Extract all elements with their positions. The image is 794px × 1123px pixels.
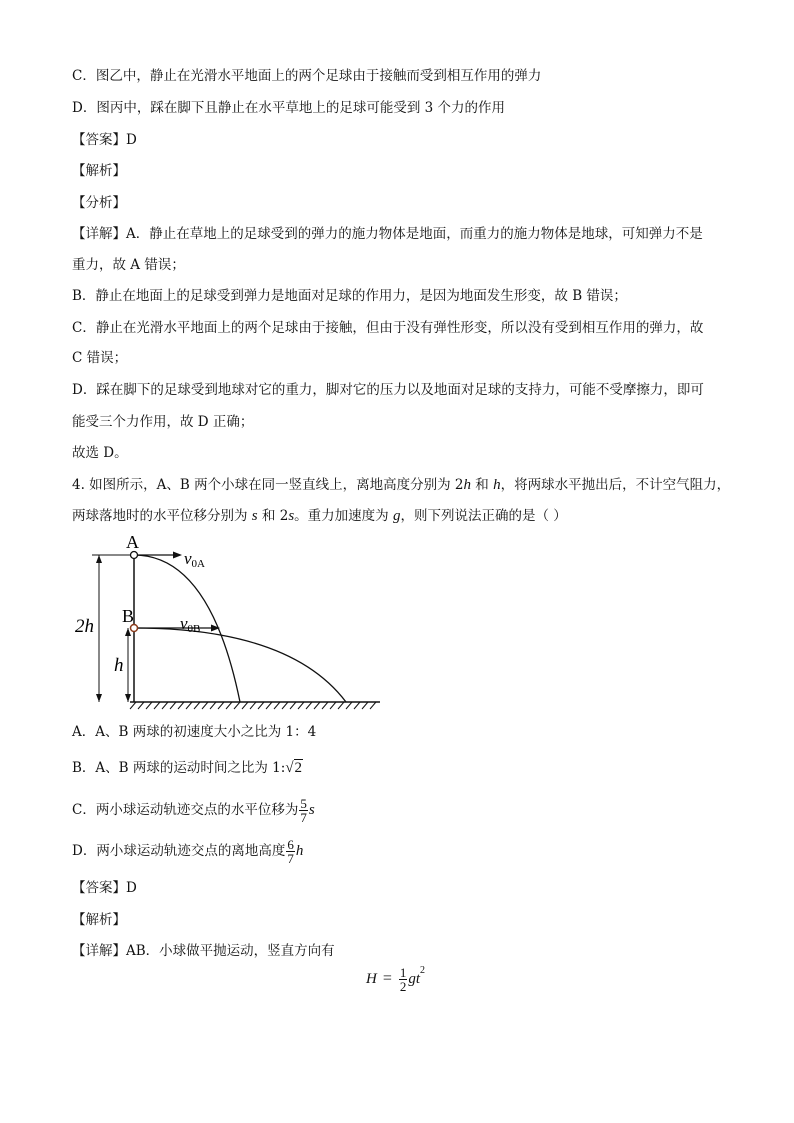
option-c-q4: C．两小球运动轨迹交点的水平位移为 $\frac{5}{7}$ s xyxy=(72,796,315,825)
question-4-line2: 两球落地时的水平位移分别为 s 和 2s。重力加速度为 g，则下列说法正确的是（ ） xyxy=(72,508,567,524)
conclusion: 故选 D。 xyxy=(72,445,128,461)
dim-2h-arrow-bottom xyxy=(96,694,102,702)
option-c-prev: C．图乙中，静止在光滑水平地面上的两个足球由于接触而受到相互作用的弹力 xyxy=(72,68,542,84)
fraction-5-7: $\frac{5}{7}$ xyxy=(300,796,307,825)
option-d-q4: D．两小球运动轨迹交点的离地高度 $\frac{6}{7}$ h xyxy=(72,837,304,866)
analysis-label: 【解析】 xyxy=(72,163,126,179)
ball-a xyxy=(131,552,138,559)
analysis-label-q4: 【解析】 xyxy=(72,912,126,928)
velocity-a-arrowhead xyxy=(173,552,182,559)
detail-c-line2: C 错误； xyxy=(72,350,128,366)
label-v0b: v0B xyxy=(180,614,201,635)
answer-label-q4: 【答案】D xyxy=(72,880,137,896)
label-v0a: v0A xyxy=(184,549,205,570)
detail-a-line2: 重力，故 A 错误； xyxy=(72,257,185,273)
detail-c-line1: C．静止在光滑水平地面上的两个足球由于接触，但由于没有弹性形变，所以没有受到相互作用的弹力，故 xyxy=(72,320,704,336)
option-b-q4: B．A、B 两球的运动时间之比为 1:√2 xyxy=(72,760,303,776)
detail-d-line2: 能受三个力作用，故 D 正确； xyxy=(72,414,254,430)
projectile-figure xyxy=(70,528,390,718)
detail-ab: 【详解】AB．小球做平抛运动，竖直方向有 xyxy=(72,943,335,959)
fraction-1-2: $\frac{1}{2}$ xyxy=(399,965,407,994)
dim-2h-arrow-top xyxy=(96,555,102,563)
fenxi-label: 【分析】 xyxy=(72,195,126,211)
sqrt-2: √2 xyxy=(285,760,303,776)
ground-hatching xyxy=(130,702,376,709)
formula-h-equals: H = $\frac{1}{2}$ $gt^2$ xyxy=(366,964,426,994)
option-a-q4: A．A、B 两球的初速度大小之比为 1：4 xyxy=(72,724,317,740)
fraction-6-7: $\frac{6}{7}$ xyxy=(287,837,294,866)
dim-h-arrow-bottom xyxy=(125,694,131,702)
label-h: h xyxy=(114,655,124,676)
trajectory-b xyxy=(134,628,346,702)
label-b: B xyxy=(122,606,135,626)
label-a: A xyxy=(126,532,139,552)
detail-a-line1: 【详解】A．静止在草地上的足球受到的弹力的施力物体是地面，而重力的施力物体是地球，可知弹力不是 xyxy=(72,226,703,242)
detail-d-line1: D．踩在脚下的足球受到地球对它的重力，脚对它的压力以及地面对足球的支持力，可能不受摩擦力，即可 xyxy=(72,382,704,398)
detail-b: B．静止在地面上的足球受到弹力是地面对足球的作用力，是因为地面发生形变，故 B 错误； xyxy=(72,288,627,304)
question-4-line1: 4. 如图所示，A、B 两个小球在同一竖直线上，离地高度分别为 2h 和 h，将两球水平抛出后，不计空气阻力， xyxy=(72,477,731,493)
answer-label: 【答案】D xyxy=(72,132,137,148)
option-d-prev: D．图丙中，踩在脚下且静止在水平草地上的足球可能受到 3 个力的作用 xyxy=(72,100,505,116)
label-2h: 2h xyxy=(75,616,94,637)
